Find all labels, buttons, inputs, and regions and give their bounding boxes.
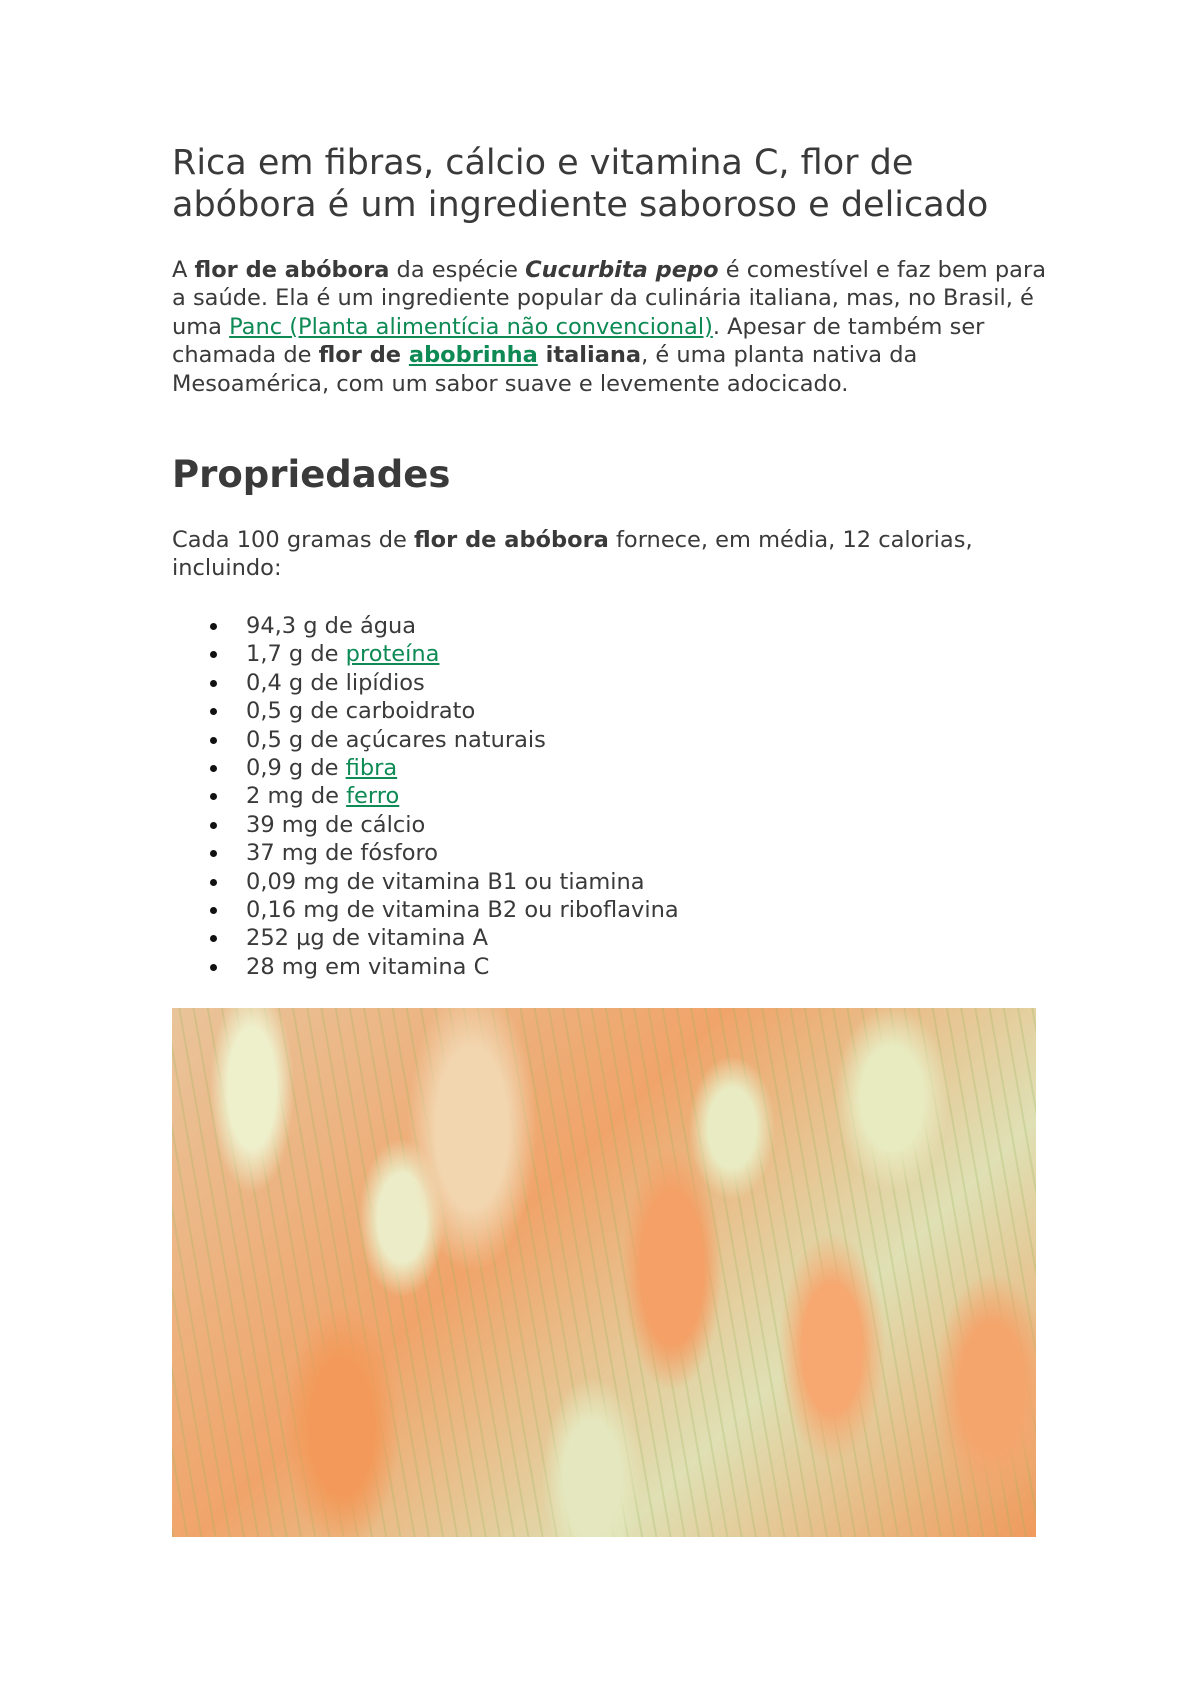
nutrient-item: [172, 839, 679, 867]
nutrient-text: 0,9 g de: [246, 755, 346, 782]
nutrient-item: [172, 868, 679, 896]
panc-link[interactable]: Panc (Planta alimentícia não convencional): [229, 313, 713, 340]
nutrient-text: 28 mg em vitamina C: [246, 953, 490, 980]
intro-text: . Apesar de também ser chamada de: [172, 313, 985, 369]
nutrient-item: [172, 924, 679, 952]
article-title: Rica em fibras, cálcio e vitamina C, flor de abóbora é um ingrediente saboroso e delicado: [172, 143, 989, 225]
nutrient-text: 94,3 g de água: [246, 613, 417, 639]
nutrient-text: 0,09 mg de vitamina B1 ou tiamina: [246, 868, 645, 895]
nutrient-item: [172, 669, 679, 697]
squash-blossoms-photo: [172, 1008, 1036, 1537]
nutrient-list: [172, 612, 679, 981]
species-name: Cucurbita pepo: [525, 257, 719, 283]
intro-paragraph: [172, 256, 1052, 398]
nutrient-text: 39 mg de cálcio: [246, 811, 426, 838]
properties-intro: [172, 526, 1052, 583]
section-heading: Propriedades: [172, 453, 451, 496]
nutrient-text: 0,5 g de açúcares naturais: [246, 726, 546, 753]
intro-bold: italiana: [537, 342, 642, 369]
properties-bold: flor de abóbora: [414, 527, 609, 553]
intro-bold: flor de: [318, 342, 409, 369]
nutrient-item: [172, 697, 679, 725]
nutrient-item: [172, 640, 679, 668]
nutrient-link[interactable]: proteína: [345, 641, 440, 668]
nutrient-text: 37 mg de fósforo: [246, 840, 439, 867]
nutrient-link[interactable]: ferro: [346, 783, 400, 810]
nutrient-text: 252 µg de vitamina A: [246, 925, 489, 952]
nutrient-link[interactable]: fibra: [345, 755, 398, 782]
intro-text: A: [172, 257, 195, 283]
nutrient-item: [172, 811, 679, 839]
nutrient-item: [172, 782, 679, 810]
nutrient-text: 0,16 mg de vitamina B2 ou riboflavina: [246, 897, 679, 924]
nutrient-text: 1,7 g de: [246, 641, 346, 668]
intro-text: , é uma planta nativa da Mesoamérica, com um sabor suave e levemente adocicado.: [172, 342, 918, 397]
nutrient-item: [172, 953, 679, 981]
nutrient-item: [172, 612, 679, 640]
nutrient-text: 0,4 g de lipídios: [246, 669, 425, 696]
properties-text: fornece, em média, 12 calorias, incluindo:: [172, 527, 973, 582]
properties-text: Cada 100 gramas de: [172, 527, 414, 553]
nutrient-item: [172, 726, 679, 754]
nutrient-item: [172, 896, 679, 924]
intro-bold: flor de abóbora: [194, 257, 390, 283]
nutrient-text: 0,5 g de carboidrato: [246, 698, 476, 725]
abobrinha-link[interactable]: abobrinha: [408, 342, 538, 369]
intro-text: é comestível e faz bem para a saúde. Ela é um ingrediente popular da culinária italiana, mas, no Brasil, é uma: [172, 257, 1046, 340]
nutrient-item: [172, 754, 679, 782]
intro-text: da espécie: [389, 257, 526, 283]
nutrient-text: 2 mg de: [246, 783, 347, 810]
